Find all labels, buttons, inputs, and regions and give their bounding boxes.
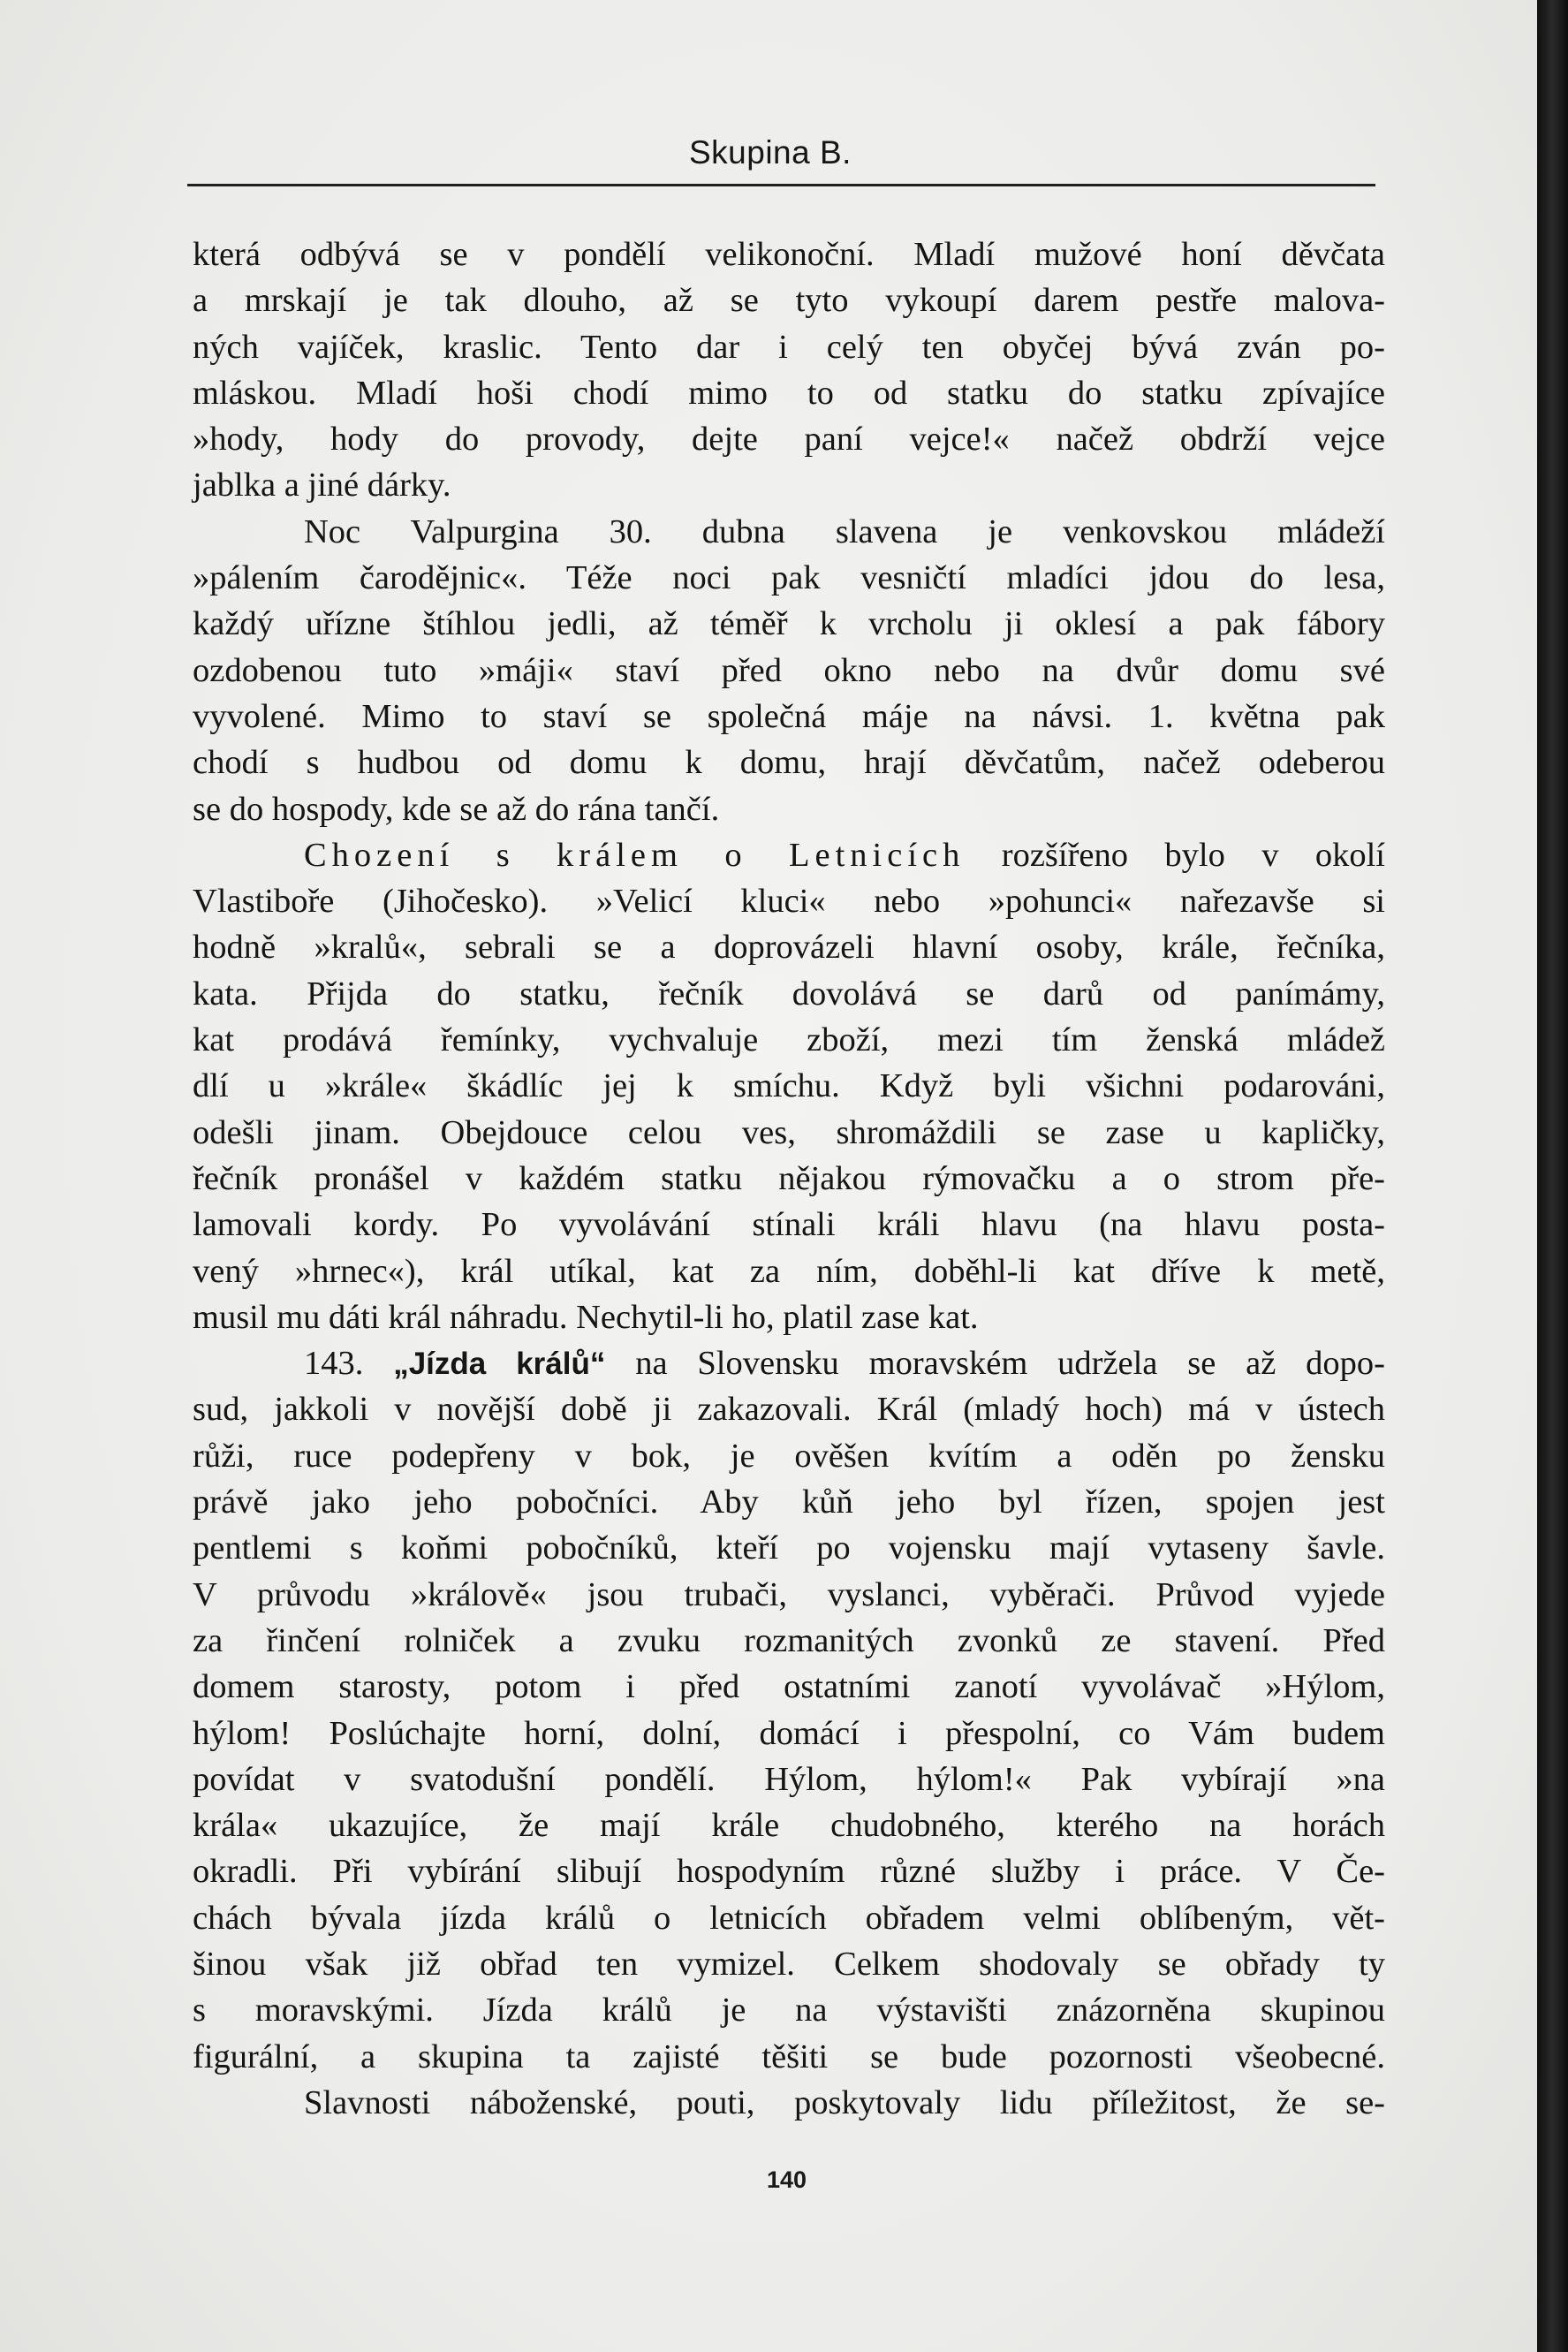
text-line: sud, jakkoli v novější době ji zakazovali. Král (mladý hoch) má v ústech (193, 1391, 1385, 1429)
text-line: »pálením čarodějnic«. Téže noci pak vesničtí mladíci jdou do lesa, (193, 559, 1385, 597)
text-line: s moravskými. Jízda králů je na výstavišti znázorněna skupinou (193, 1992, 1385, 2030)
text-line: lamovali kordy. Po vyvolávání stínali králi hlavu (na hlavu posta- (193, 1206, 1385, 1244)
text-line: Slavnosti náboženské, pouti, poskytovaly lidu příležitost, že se- (304, 2083, 1385, 2121)
text-line: V průvodu »králově« jsou trubači, vyslanci, vyběrači. Průvod vyjede (193, 1575, 1385, 1613)
text-line: za řinčení rolniček a zvuku rozmanitých zvonků ze stavení. Před (193, 1621, 1385, 1659)
text-line: figurální, a skupina ta zajisté těšiti se bude pozornosti všeobecné. (193, 2037, 1385, 2075)
header-rule (187, 184, 1375, 186)
text-line: kat prodává řemínky, vychvaluje zboží, mezi tím ženská mládež (193, 1021, 1385, 1059)
text-line: každý uřízne štíhlou jedli, až téměř k vrcholu ji oklesí a pak fábory (193, 605, 1385, 643)
text-line: se do hospody, kde se až do rána tančí. (193, 790, 720, 828)
text-line: právě jako jeho pobočníci. Aby kůň jeho byl řízen, spojen jest (193, 1483, 1385, 1521)
text-line: »hody, hody do provody, dejte paní vejce!« načež obdrží vejce (193, 421, 1385, 459)
text-line: která odbývá se v pondělí velikonoční. Mladí mužové honí děvčata (193, 236, 1385, 273)
text-line: hýlom! Poslúchajte horní, dolní, domácí i přespolní, co Vám budem (193, 1714, 1385, 1752)
text-line: povídat v svatodušní pondělí. Hýlom, hýlom!« Pak vybírají »na (193, 1760, 1385, 1798)
text-line: jablka a jiné dárky. (193, 467, 451, 505)
text-line: domem starosty, potom i před ostatními zanotí vyvolávač »Hýlom, (193, 1668, 1385, 1706)
text-fragment: rozšířeno bylo v okolí (965, 836, 1386, 874)
bold-heading: „Jízda králů“ (393, 1347, 606, 1382)
text-line: odešli jinam. Obejdouce celou ves, shromáždili se zase u kapličky, (193, 1113, 1385, 1151)
section-number: 143. (304, 1345, 394, 1383)
text-line: vený »hrnec«), král utíkal, kat za ním, doběhl-li kat dříve k metě, (193, 1252, 1385, 1290)
text-line: Noc Valpurgina 30. dubna slavena je venkovskou mládeží (304, 512, 1385, 550)
text-line (193, 1340, 1385, 1386)
text-line: kata. Přijda do statku, řečník dovolává se darů od panímámy, (193, 975, 1385, 1013)
text-line: růži, ruce podepřeny v bok, je ověšen kvítím a oděn po žensku (193, 1437, 1385, 1475)
text-fragment: na Slovensku moravském udržela se až dopo- (605, 1345, 1385, 1383)
text-line: pentlemi s koňmi pobočníků, kteří po vojensku mají vytaseny šavle. (193, 1529, 1385, 1567)
text-line: ozdobenou tuto »máji« staví před okno nebo na dvůr domu své (193, 651, 1385, 689)
spaced-heading: Chození s králem o Letnicích (304, 836, 966, 874)
text-line: řečník pronášel v každém statku nějakou rýmovačku a o strom pře- (193, 1159, 1385, 1197)
text-line (193, 832, 1385, 878)
text-line: mláskou. Mladí hoši chodí mimo to od statku do statku zpívajíce (193, 374, 1385, 412)
body-text (193, 231, 1385, 2126)
text-line: musil mu dáti král náhradu. Nechytil-li ho, platil zase kat. (193, 1298, 979, 1336)
text-line: krála« ukazujíce, že mají krále chudobného, kterého na horách (193, 1807, 1385, 1845)
text-line: dlí u »krále« škádlíc jej k smíchu. Když byli všichni podarováni, (193, 1067, 1385, 1105)
text-line: hodně »kralů«, sebrali se a doprovázeli hlavní osoby, krále, řečníka, (193, 929, 1385, 967)
text-line: chách bývala jízda králů o letnicích obřadem velmi oblíbeným, vět- (193, 1899, 1385, 1937)
book-spine-shadow (1537, 0, 1568, 2352)
text-line: chodí s hudbou od domu k domu, hrají děvčatům, načež odeberou (193, 744, 1385, 782)
text-line: okradli. Při vybírání slibují hospodyním různé služby i práce. V Če- (193, 1853, 1385, 1891)
text-line: Vlastiboře (Jihočesko). »Velicí kluci« nebo »pohunci« nařezavše si (193, 883, 1385, 921)
text-line: ných vajíček, kraslic. Tento dar i celý ten obyčej bývá zván po- (193, 328, 1385, 366)
page-number: 140 (767, 2166, 807, 2193)
running-header: Skupina B. (689, 134, 852, 171)
text-line: vyvolené. Mimo to staví se společná máje na návsi. 1. května pak (193, 697, 1385, 735)
text-line: šinou však již obřad ten vymizel. Celkem shodovaly se obřady ty (193, 1945, 1385, 1983)
text-line: a mrskají je tak dlouho, až se tyto vykoupí darem pestře malova- (193, 282, 1385, 320)
